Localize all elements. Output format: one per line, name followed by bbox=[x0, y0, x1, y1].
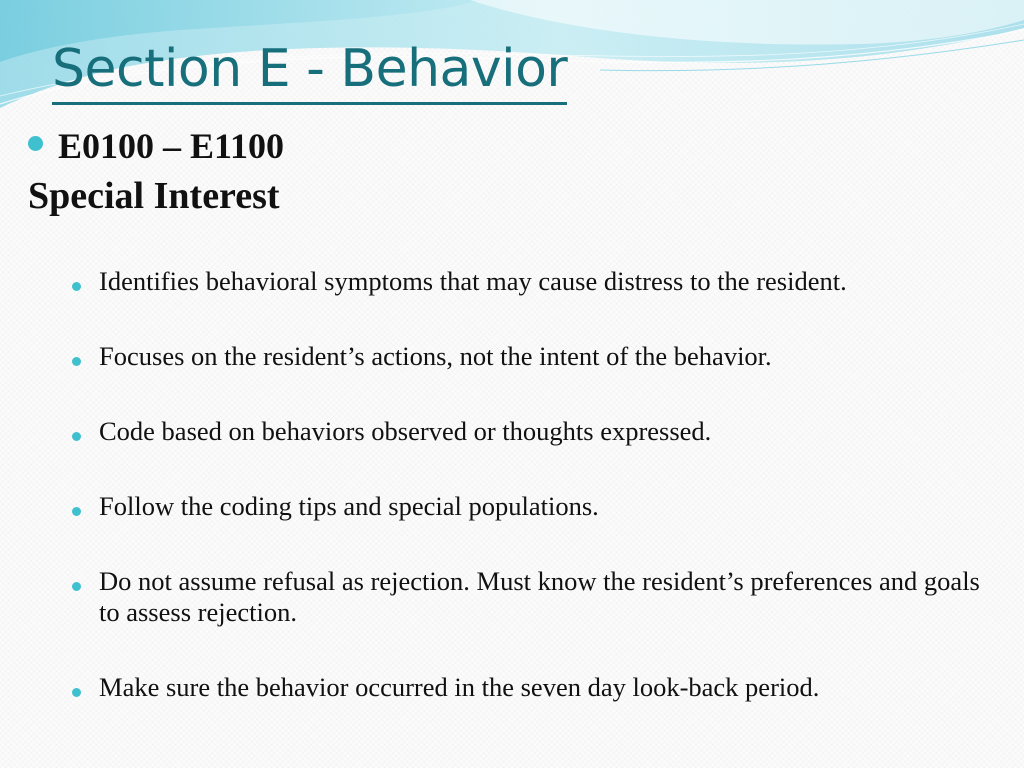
teal-circle-bullet-icon bbox=[28, 136, 43, 151]
list-item bbox=[72, 672, 1002, 703]
teal-circle-bullet-icon bbox=[72, 282, 81, 291]
subheading: Special Interest bbox=[28, 175, 280, 217]
slide-title: Section E - Behavior bbox=[52, 36, 567, 105]
teal-circle-bullet-icon bbox=[72, 432, 81, 441]
bullet-text: Code based on behaviors observed or thoughts expressed. bbox=[99, 416, 712, 446]
teal-circle-bullet-icon bbox=[72, 582, 81, 591]
bullet-text: Focuses on the resident’s actions, not the intent of the behavior. bbox=[99, 341, 772, 371]
teal-circle-bullet-icon bbox=[72, 357, 81, 366]
teal-circle-bullet-icon bbox=[72, 507, 81, 516]
list-item bbox=[72, 341, 1002, 372]
bullet-text: Identifies behavioral symptoms that may cause distress to the resident. bbox=[99, 266, 847, 296]
bullet-text: Make sure the behavior occurred in the seven day look-back period. bbox=[99, 672, 820, 702]
bullet-text: Follow the coding tips and special populations. bbox=[99, 491, 599, 521]
list-item bbox=[72, 566, 1002, 628]
list-item bbox=[72, 416, 1002, 447]
bullet-text: Do not assume refusal as rejection. Must know the resident’s preferences and goals to assess rejection. bbox=[99, 566, 980, 627]
list-item bbox=[72, 266, 1002, 297]
main-bullet bbox=[28, 124, 284, 168]
list-item bbox=[72, 491, 1002, 522]
teal-circle-bullet-icon bbox=[72, 688, 81, 697]
section-code-range: E0100 – E1100 bbox=[58, 126, 285, 166]
